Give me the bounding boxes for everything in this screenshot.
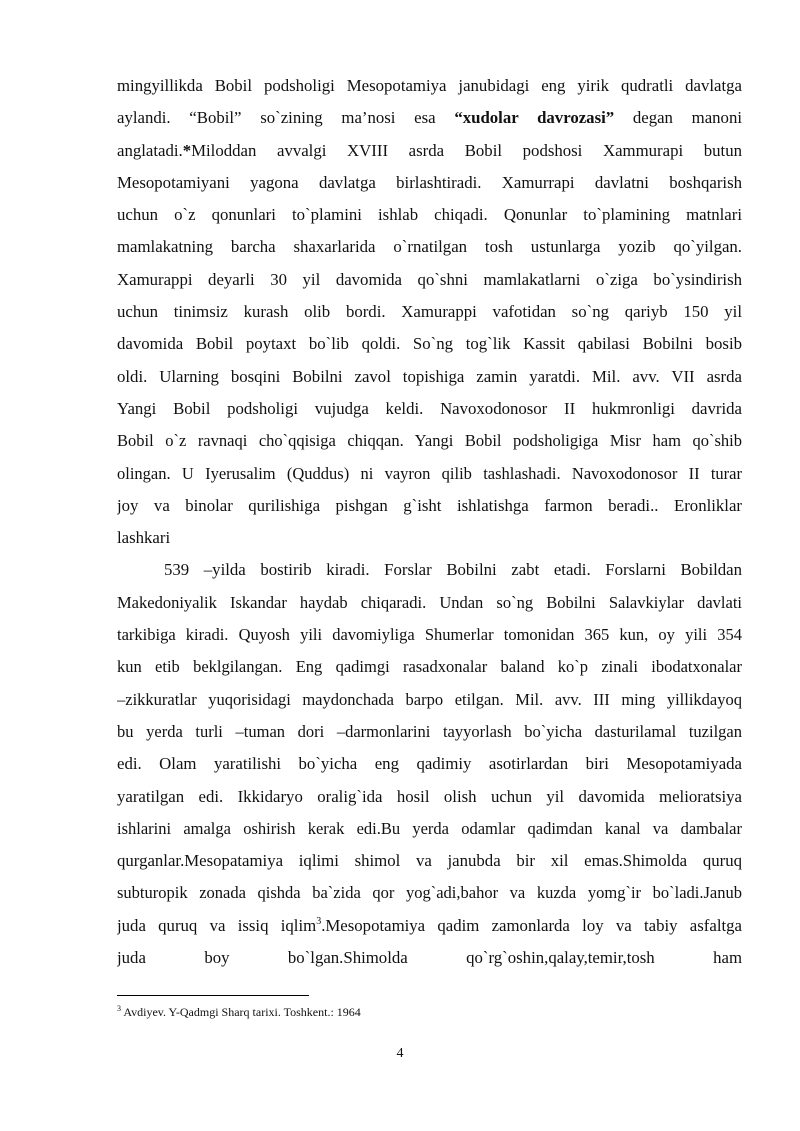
text-line: Makedoniyalik Iskandar haydab chiqaradi. Undan so`ng Bobilni Salavkiylar davlati (117, 592, 742, 612)
page-number: 4 (396, 1046, 404, 1061)
text-line: juda quruq va issiq iqlim$^3$.Mesopotamiya qadim zamonlarda loy va tabiy asfaltga (117, 915, 742, 935)
text-line: kun etib beklgilangan. Eng qadimgi rasadxonalar baland ko`p zinali ibodatxonalar (117, 657, 742, 677)
footnote-divider (117, 995, 309, 996)
text-line: Yangi Bobil podsholigi vujudga keldi. Navoxodonosor II hukmronligi davrida (117, 398, 742, 418)
text-line: lashkari (117, 528, 171, 548)
text-line: mingyillikda Bobil podsholigi Mesopotamiya janubidagi eng yirik qudratli davlatga (117, 76, 742, 95)
text-line: juda boy bo`lgan.Shimolda qo`rg`oshin,qalay,temir,tosh ham (117, 948, 742, 968)
text-line: joy va binolar qurilishiga pishgan g`isht ishlatishga farmon beradi.. Eronliklar (117, 495, 742, 515)
footnote-marker: 3 (117, 1004, 121, 1013)
text-line: olingan. U Iyerusalim (Quddus) ni vayron qilib tashlashadi. Navoxodonosor II turar (117, 463, 742, 483)
text-line: yaratilgan edi. Ikkidaryo oralig`ida hosil olish uchun yil davomida melioratsiya (117, 786, 742, 806)
text-line: anglatadi.*Miloddan avvalgi XVIII asrda Bobil podshosi Xammurapi butun (117, 140, 742, 160)
footnote (117, 1005, 361, 1019)
text-line: uchun tinimsiz kurash olib bordi. Xamurappi vafotidan so`ng qariyb 150 yil (117, 302, 742, 322)
text-line: mamlakatning barcha shaxarlarida o`rnatilgan tosh ustunlarga yozib qo`yilgan. (117, 237, 742, 257)
footnote-reference: 3 (316, 915, 322, 927)
text-line: edi. Olam yaratilishi bo`yicha eng qadimiy asotirlardan biri Mesopotamiyada (117, 754, 742, 774)
text-line: Bobil o`z ravnaqi cho`qqisiga chiqqan. Yangi Bobil podsholigiga Misr ham qo`shib (117, 431, 742, 451)
text-line: qurganlar.Mesopatamiya iqlimi shimol va janubda bir xil emas.Shimolda quruq (117, 851, 742, 871)
text-line: bu yerda turli –tuman dori –darmonlarini tayyorlash bo`yicha dasturilamal tuzilgan (117, 721, 742, 741)
text-line: subturopik zonada qishda ba`zida qor yog`adi,bahor va kuzda yomg`ir bo`ladi.Janub (117, 883, 742, 903)
text-line: tarkibiga kiradi. Quyosh yili davomiyligа Shumerlar tomonidan 365 kun, oy yili 354 (117, 625, 742, 645)
text-line: uchun o`z qonunlari to`plamini ishlab chiqadi. Qonunlar to`plamining matnlari (117, 205, 742, 225)
body-text (117, 70, 742, 974)
text-line: Mesopotamiyani yagona davlatga birlashtiradi. Xamurrapi davlatni boshqarish (117, 172, 742, 192)
text-line: davomida Bobil poytaxt bo`lib qoldi. So`ng tog`lik Kassit qabilasi Bobilni bosib (117, 334, 742, 354)
asterisk-mark: * (182, 140, 192, 160)
text-line: aylandi. “Bobil” so`zining ma’nosi esa “xudolar davrozasi” degan manoni (117, 108, 742, 128)
text-line: Xamurappi deyarli 30 yil davomida qo`shni mamlakatlarni o`ziga bo`ysindirish (117, 269, 742, 289)
text-line: 539 –yilda bostirib kiradi. Forslar Bobilni zabt etadi. Forslarni Bobildan (164, 560, 742, 580)
footnote-text: Avdiyev. Y-Qadmgi Sharq tarixi. Toshkent.: 1964 (121, 1005, 361, 1019)
text-line: oldi. Ularning bosqini Bobilni zavol topishiga zamin yaratdi. Mil. avv. VII asrda (117, 366, 742, 386)
text-line: ishlarini amalga oshirish kerak edi.Bu yerda odamlar qadimdan kanal va dambalar (117, 818, 742, 838)
text-line: –zikkuratlar yuqorisidagi maydonchada barpo etilgan. Mil. avv. III ming yillikdayoq (117, 689, 742, 709)
bold-term: “xudolar davrozasi” (454, 108, 615, 128)
